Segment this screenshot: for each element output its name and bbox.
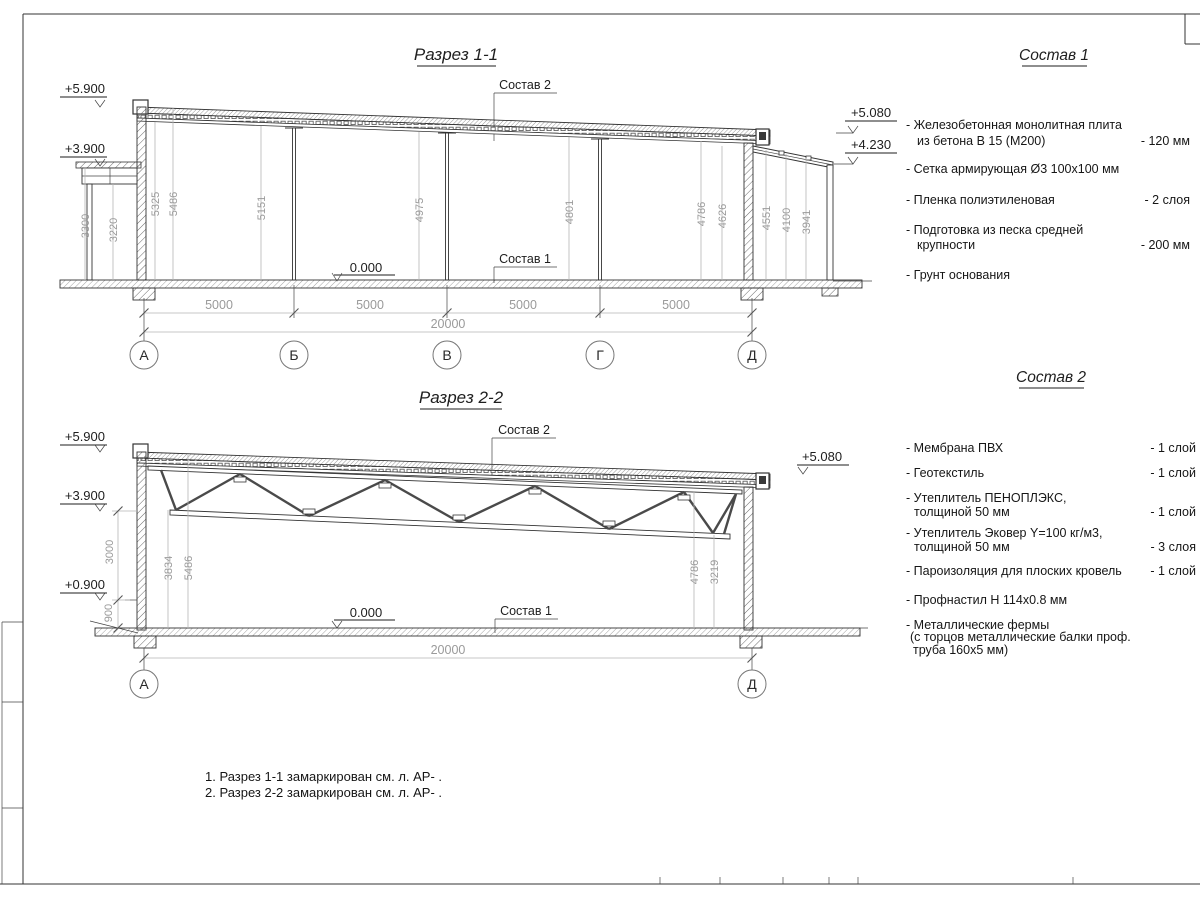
vdim: 5486 [168, 191, 180, 217]
section2-title: Разрез 2-2 [418, 388, 504, 407]
section1-title: Разрез 1-1 [413, 45, 499, 64]
bay-dim: 5000 [509, 298, 537, 312]
list-item-value: - 1 слой [1150, 505, 1196, 519]
list-item: - Пленка полиэтиленовая [906, 193, 1055, 207]
vdim: 4786 [689, 559, 701, 585]
sostav2-title: Состав 2 [1016, 369, 1086, 386]
sostav2-leader-label: Состав 2 [498, 423, 550, 437]
sostav-1-list [906, 47, 1190, 282]
axis-label: Д [747, 676, 757, 692]
list-item-value: - 120 мм [1140, 134, 1190, 148]
vdim: 5486 [183, 555, 195, 581]
list-item: - Металлические фермы [906, 618, 1050, 632]
truss-bottom-chord [170, 510, 730, 539]
axis-label: Б [289, 347, 299, 363]
vdim: 3300 [80, 213, 92, 239]
elev-5900-s1 [60, 81, 107, 107]
list-item: - Утеплитель Эковер Y=100 кг/м3, [906, 526, 1103, 540]
bay-dim: 5000 [356, 298, 384, 312]
section1-dim-lines [140, 285, 757, 342]
axis-label: Д [747, 347, 757, 363]
list-item: - Сетка армирующая Ø3 100x100 мм [906, 162, 1120, 176]
elev-5080-s2 [797, 449, 849, 474]
elevation-value: +0.900 [64, 577, 105, 592]
elevation-value: +3.900 [64, 141, 105, 156]
list-item: - Мембрана ПВХ [906, 441, 1004, 455]
columns [285, 128, 609, 280]
list-item: - Железобетонная монолитная плита [906, 118, 1122, 132]
elev-3900-s2 [60, 488, 107, 511]
vdim: 5151 [256, 195, 268, 221]
axis-label: А [139, 347, 149, 363]
zero-level: 0.000 [349, 605, 383, 620]
list-item: - Утеплитель ПЕНОПЛЭКС, [906, 491, 1067, 505]
elev-5900-s2 [60, 429, 107, 452]
vdim: 4626 [717, 203, 729, 229]
section1-floor-leader [494, 252, 557, 283]
section-2-2 [60, 388, 868, 698]
elevation-value: +5.900 [64, 429, 105, 444]
elevation-value: +5.080 [801, 449, 843, 464]
vdim: 4786 [696, 201, 708, 227]
bay-dim: 5000 [662, 298, 690, 312]
left-margin-cells [2, 622, 23, 884]
vdim: 4551 [761, 205, 773, 231]
section2-axes [130, 670, 766, 698]
list-item: - Грунт основания [906, 268, 1011, 282]
total-dim: 20000 [430, 643, 466, 657]
list-item: - Подготовка из песка средней [906, 223, 1084, 237]
vdim: 3220 [108, 217, 120, 243]
vdim: 3219 [709, 559, 721, 585]
list-item-value: - 200 мм [1140, 238, 1190, 252]
list-item-value: - 2 слоя [1144, 193, 1190, 207]
sostav1-title: Состав 1 [1019, 47, 1089, 64]
vdim: 900 [103, 603, 115, 623]
section1-axes [130, 341, 766, 369]
list-item: - Пароизоляция для плоских кровель [906, 564, 1122, 578]
floor [60, 280, 872, 300]
wall-axis-a [137, 452, 146, 630]
list-item: толщиной 50 мм [914, 540, 1010, 554]
elevation-value: +3.900 [64, 488, 105, 503]
vdim: 4100 [781, 207, 793, 233]
elevation-value: +5.080 [850, 105, 892, 120]
vdim: 4801 [564, 199, 576, 225]
list-item: толщиной 50 мм [914, 505, 1010, 519]
axis-label: Г [596, 347, 604, 363]
list-item: труба 160x5 мм) [913, 643, 1009, 657]
list-item-value: - 3 слоя [1150, 540, 1196, 554]
wall-axis-d [744, 487, 753, 630]
wall-axis-a [137, 107, 146, 280]
wall-axis-d [744, 143, 753, 280]
vdim: 5325 [150, 191, 162, 217]
list-item: (с торцов металлические балки проф. [910, 630, 1131, 644]
elev-0900-s2 [60, 577, 107, 600]
elev-4230-s1 [834, 137, 897, 164]
axis-label: В [442, 347, 452, 363]
list-item-value: - 1 слой [1150, 466, 1196, 480]
sostav-2-list [906, 369, 1196, 657]
roof [133, 100, 770, 145]
vdim: 4975 [414, 197, 426, 223]
elevation-value: +5.900 [64, 81, 105, 96]
vdim: 3941 [801, 209, 813, 235]
elevation-value: +4.230 [850, 137, 892, 152]
zero-level: 0.000 [349, 260, 383, 275]
sostav2-leader-label: Состав 2 [499, 78, 551, 92]
bay-dim: 5000 [205, 298, 233, 312]
vdim: 3834 [163, 555, 175, 581]
note-line: 1. Разрез 1-1 замаркирован см. л. АР- . [205, 769, 443, 784]
section2-left-dims [103, 507, 137, 633]
sostav1-leader-label: Состав 1 [499, 252, 551, 266]
list-item-value: - 1 слой [1150, 564, 1196, 578]
sostav1-leader-label: Состав 1 [500, 604, 552, 618]
list-item: - Геотекстиль [906, 466, 985, 480]
vdim: 3000 [104, 539, 116, 565]
section-1-1 [60, 45, 897, 369]
list-item: - Профнастил Н 114x0.8 мм [906, 593, 1068, 607]
section2-zero-mark [332, 605, 395, 628]
list-item-value: - 1 слой [1150, 441, 1196, 455]
list-item: из бетона В 15 (М200) [917, 134, 1046, 148]
title-block-ticks [660, 877, 1073, 884]
elev-5080-s1 [836, 105, 897, 133]
section2-dim-line [140, 643, 757, 670]
total-dim: 20000 [430, 317, 466, 331]
list-item: крупности [917, 238, 976, 252]
notes [205, 769, 442, 800]
note-line: 2. Разрез 2-2 замаркирован см. л. АР- . [205, 785, 443, 800]
axis-label: А [139, 676, 149, 692]
section1-zero-mark [332, 260, 395, 281]
